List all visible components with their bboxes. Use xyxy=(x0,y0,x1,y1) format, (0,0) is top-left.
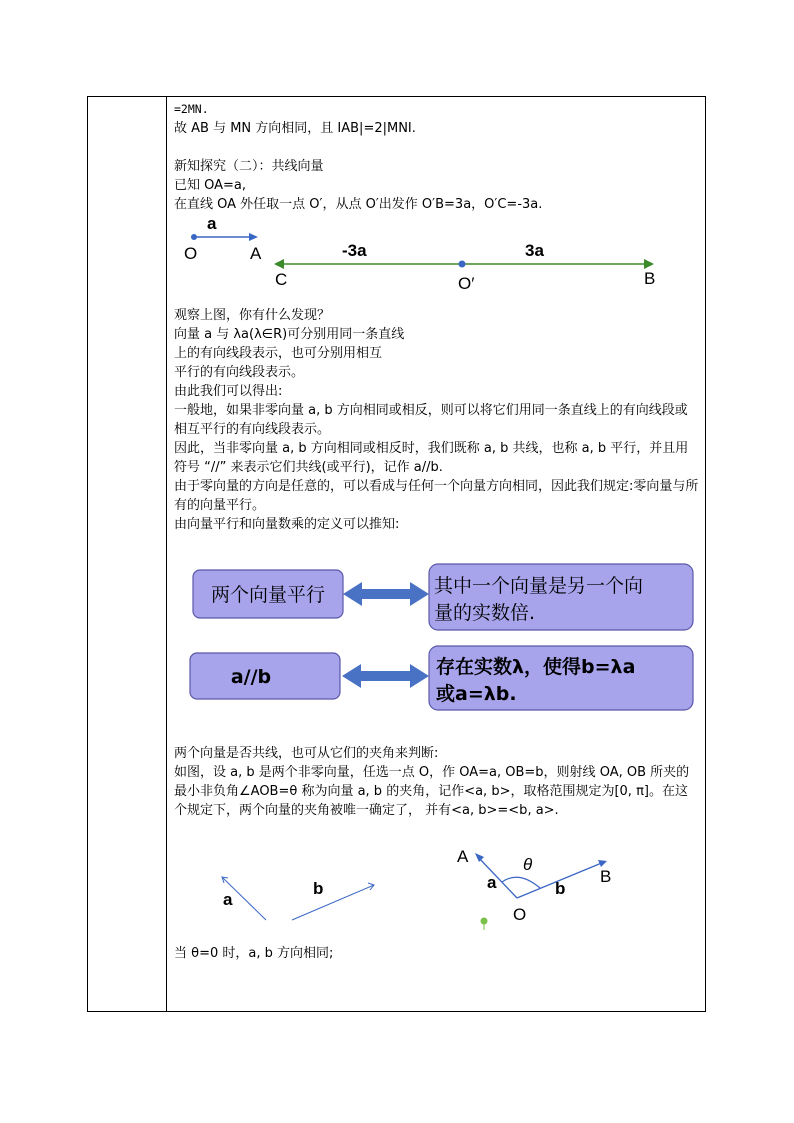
label-a-left: a xyxy=(223,890,233,909)
text-line: 在直线 OA 外任取一点 O′，从点 O′出发作 O′B=3a，O′C=-3a. xyxy=(174,197,543,212)
label-O-point: O xyxy=(513,905,527,924)
label-3a: 3a xyxy=(525,241,544,260)
box-lambda-line2: 或a=λb. xyxy=(436,683,517,705)
vector-b-left xyxy=(292,885,374,920)
point-o-prime xyxy=(459,261,466,268)
vector-OA-head xyxy=(475,853,484,862)
box-scalar-line2: 量的实数倍. xyxy=(434,602,536,624)
green-dot xyxy=(481,918,488,925)
text-line: 由此我们可以得出: xyxy=(174,384,283,399)
box-scalar-line1: 其中一个向量是另一个向 xyxy=(434,575,644,597)
box-a-parallel-b-text: a//b xyxy=(230,666,272,688)
label-A: A xyxy=(250,244,262,263)
paragraph: 如图，设 a, b 是两个非零向量，任选一点 O，作 OA=a, OB=b，则射线 OA, OB 所夹的最小非负角∠AOB=θ 称为向量 a, b 的夹角，记作<a, b>，取格范围规定为[0, π]。在这个规定下，两个向量的夹角被唯一确定了， 并有<a, b>=<b, a>. xyxy=(174,765,690,818)
box-parallel-text: 两个向量平行 xyxy=(210,584,326,606)
collinear-vectors-figure xyxy=(174,216,700,306)
text-line: 上的有向线段表示，也可分别用相互 xyxy=(174,346,383,361)
label-b-right: b xyxy=(555,879,566,898)
label-neg-3a: -3a xyxy=(342,241,367,260)
label-A-point: A xyxy=(457,847,469,866)
paragraph: 因此，当非零向量 a, b 方向相同或相反时，我们既称 a, b 共线，也称 a, b 平行，并且用符号 “//” 来表示它们共线(或平行)，记作 a//b. xyxy=(174,441,689,475)
section-heading: 新知探究（二）：共线向量 xyxy=(174,159,324,174)
text-line: 当 θ=0 时，a, b 方向相同; xyxy=(174,946,334,961)
label-B: B xyxy=(644,269,656,288)
right-arrowhead xyxy=(644,259,654,269)
vector-a-arrowhead xyxy=(249,233,258,241)
text-line: 观察上图，你有什么发现？ xyxy=(174,308,331,323)
text-line: 向量 a 与 λa(λ∈R)可分别用同一条直线 xyxy=(174,327,405,342)
label-O-prime: O′ xyxy=(458,274,475,293)
label-B-point: B xyxy=(600,867,612,886)
parallel-condition-diagram xyxy=(174,534,700,744)
label-b-left: b xyxy=(313,879,324,898)
label-a: a xyxy=(207,216,217,233)
left-arrowhead xyxy=(274,259,284,269)
angle-arc xyxy=(502,877,540,888)
double-arrow-1 xyxy=(343,582,429,606)
double-arrow-2 xyxy=(342,664,429,688)
text-line: 已知 OA=a, xyxy=(174,178,247,193)
text-line: 故 AB 与 MN 方向相同，且 IAB|=2|MNI. xyxy=(174,121,416,136)
text-line: =2MN. xyxy=(174,102,209,116)
label-a-right: a xyxy=(487,873,497,892)
label-C: C xyxy=(275,270,288,289)
text-line: 两个向量是否共线，也可从它们的夹角来判断: xyxy=(174,746,439,761)
box-lambda-line1: 存在实数λ，使得b=λa xyxy=(436,656,636,678)
paragraph: 一般地，如果非零向量 a, b 方向相同或相反，则可以将它们用同一条直线上的有向线段或相互平行的有向线段表示。 xyxy=(174,403,688,437)
lesson-content xyxy=(174,100,700,963)
label-o: O xyxy=(184,244,198,263)
vector-angle-figure xyxy=(174,820,700,950)
paragraph: 由于零向量的方向是任意的，可以看成与任何一个向量方向相同，因此我们规定:零向量与所有的向量平行。 xyxy=(174,479,699,513)
vector-OA xyxy=(477,856,517,898)
label-theta: θ xyxy=(523,855,533,874)
text-line: 由向量平行和向量数乘的定义可以推知: xyxy=(174,517,400,532)
column-divider xyxy=(166,96,167,1012)
text-line: 平行的有向线段表示。 xyxy=(174,365,305,380)
